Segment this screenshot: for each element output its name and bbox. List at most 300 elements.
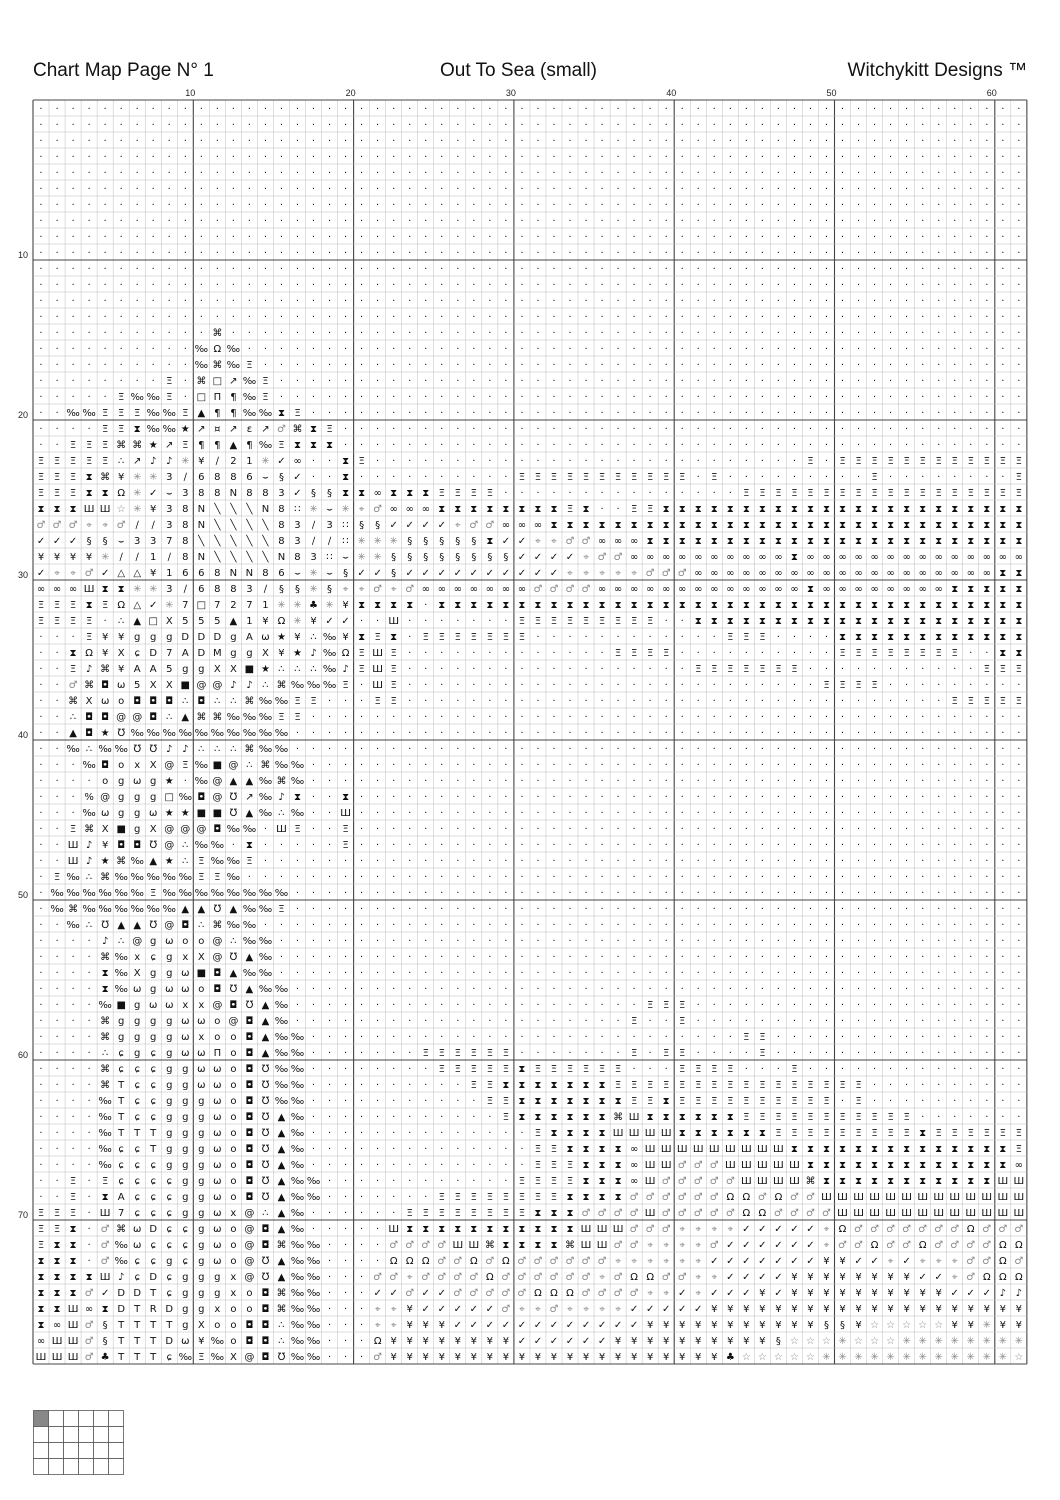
empty-stitch: · <box>953 216 956 227</box>
empty-stitch: · <box>633 712 636 723</box>
empty-stitch: · <box>39 856 42 867</box>
stitch-symbol: ⌣ <box>342 552 349 563</box>
empty-stitch: · <box>552 664 555 675</box>
stitch-symbol: ✓ <box>566 1320 574 1331</box>
empty-stitch: · <box>921 1048 924 1059</box>
empty-stitch: · <box>504 1016 507 1027</box>
empty-stitch: · <box>552 984 555 995</box>
empty-stitch: · <box>344 1064 347 1075</box>
empty-stitch: · <box>665 232 668 243</box>
stitch-symbol: Ш <box>757 1176 768 1187</box>
empty-stitch: · <box>424 776 427 787</box>
stitch-symbol: ◘ <box>245 1064 253 1075</box>
stitch-symbol: ⧗ <box>935 1160 942 1171</box>
empty-stitch: · <box>200 152 203 163</box>
stitch-symbol: ‰ <box>227 856 240 867</box>
stitch-symbol: ɕ <box>167 1208 173 1219</box>
empty-stitch: · <box>793 392 796 403</box>
empty-stitch: · <box>488 808 491 819</box>
empty-stitch: · <box>424 872 427 883</box>
empty-stitch: · <box>1017 376 1020 387</box>
empty-stitch: · <box>1017 440 1020 451</box>
stitch-symbol: D <box>117 1288 125 1299</box>
empty-stitch: · <box>633 264 636 275</box>
stitch-symbol: ‰ <box>291 1128 304 1139</box>
empty-stitch: · <box>825 920 828 931</box>
empty-stitch: · <box>328 280 331 291</box>
stitch-symbol: @ <box>164 760 174 771</box>
stitch-symbol: Ξ <box>631 1096 637 1107</box>
empty-stitch: · <box>1001 328 1004 339</box>
stitch-symbol: ⧗ <box>967 520 974 531</box>
stitch-symbol: ¥ <box>855 1288 861 1299</box>
empty-stitch: · <box>408 264 411 275</box>
stitch-symbol: D <box>149 648 157 659</box>
stitch-symbol: N <box>198 520 205 531</box>
empty-stitch: · <box>408 440 411 451</box>
empty-stitch: · <box>360 792 363 803</box>
empty-stitch: · <box>504 472 507 483</box>
empty-stitch: · <box>857 840 860 851</box>
empty-stitch: · <box>392 1032 395 1043</box>
stitch-symbol: ‰ <box>211 888 224 899</box>
stitch-symbol: ♣ <box>309 600 318 611</box>
empty-stitch: · <box>697 488 700 499</box>
empty-stitch: · <box>248 136 251 147</box>
empty-stitch: · <box>55 808 58 819</box>
empty-stitch: · <box>424 936 427 947</box>
stitch-symbol: ⧗ <box>615 600 622 611</box>
empty-stitch: · <box>71 808 74 819</box>
empty-stitch: · <box>1017 1064 1020 1075</box>
empty-stitch: · <box>617 152 620 163</box>
stitch-symbol: Ξ <box>887 648 893 659</box>
empty-stitch: · <box>280 184 283 195</box>
empty-stitch: · <box>825 152 828 163</box>
empty-stitch: · <box>344 1176 347 1187</box>
empty-stitch: · <box>440 696 443 707</box>
empty-stitch: · <box>488 856 491 867</box>
empty-stitch: · <box>745 344 748 355</box>
empty-stitch: · <box>440 776 443 787</box>
empty-stitch: · <box>232 840 235 851</box>
empty-stitch: · <box>312 936 315 947</box>
empty-stitch: · <box>841 184 844 195</box>
stitch-symbol: Ξ <box>278 904 284 915</box>
stitch-symbol: ▲ <box>262 1032 270 1043</box>
stitch-symbol: ♂ <box>662 1176 671 1187</box>
empty-stitch: · <box>55 376 58 387</box>
empty-stitch: · <box>905 808 908 819</box>
empty-stitch: · <box>360 1272 363 1283</box>
empty-stitch: · <box>472 1016 475 1027</box>
stitch-symbol: ‰ <box>275 984 288 995</box>
stitch-symbol: ⧗ <box>534 504 541 515</box>
empty-stitch: · <box>841 776 844 787</box>
stitch-symbol: § <box>87 536 92 547</box>
empty-stitch: · <box>39 1160 42 1171</box>
empty-stitch: · <box>905 776 908 787</box>
empty-stitch: · <box>376 776 379 787</box>
empty-stitch: · <box>55 632 58 643</box>
empty-stitch: · <box>39 840 42 851</box>
stitch-symbol: Ξ <box>839 1080 845 1091</box>
empty-stitch: · <box>376 216 379 227</box>
empty-stitch: · <box>312 1064 315 1075</box>
stitch-symbol: ♂ <box>982 1240 991 1251</box>
empty-stitch: · <box>809 888 812 899</box>
empty-stitch: · <box>472 1112 475 1123</box>
stitch-symbol: § <box>407 552 412 563</box>
stitch-symbol: Ξ <box>871 472 877 483</box>
empty-stitch: · <box>584 808 587 819</box>
stitch-symbol: ¥ <box>887 1288 893 1299</box>
empty-stitch: · <box>39 104 42 115</box>
stitch-symbol: ⧗ <box>871 1160 878 1171</box>
stitch-symbol: ⧗ <box>486 536 493 547</box>
empty-stitch: · <box>809 424 812 435</box>
empty-stitch: · <box>905 472 908 483</box>
stitch-symbol: o <box>230 1080 236 1091</box>
stitch-symbol: ¥ <box>871 1272 877 1283</box>
stitch-symbol: ¥ <box>936 1288 942 1299</box>
stitch-symbol: g <box>230 648 236 659</box>
stitch-symbol: ‰ <box>163 904 176 915</box>
empty-stitch: · <box>376 1048 379 1059</box>
stitch-symbol: % <box>84 792 94 803</box>
empty-stitch: · <box>504 936 507 947</box>
empty-stitch: · <box>312 280 315 291</box>
stitch-symbol: ‰ <box>114 984 127 995</box>
stitch-symbol: ♪ <box>246 680 252 691</box>
stitch-symbol: ‰ <box>179 792 192 803</box>
stitch-symbol: ¥ <box>390 1336 396 1347</box>
stitch-symbol: g <box>166 1064 172 1075</box>
empty-stitch: · <box>88 152 91 163</box>
empty-stitch: · <box>937 680 940 691</box>
stitch-symbol: @ <box>244 1240 254 1251</box>
empty-stitch: · <box>841 1016 844 1027</box>
empty-stitch: · <box>665 104 668 115</box>
empty-stitch: · <box>825 776 828 787</box>
stitch-symbol: ¥ <box>663 1336 669 1347</box>
empty-stitch: · <box>120 120 123 131</box>
empty-stitch: · <box>520 712 523 723</box>
empty-stitch: · <box>969 472 972 483</box>
empty-stitch: · <box>536 232 539 243</box>
stitch-symbol: Ξ <box>182 440 188 451</box>
empty-stitch: · <box>729 952 732 963</box>
empty-stitch: · <box>264 872 267 883</box>
empty-stitch: · <box>729 408 732 419</box>
stitch-symbol: ★ <box>293 648 302 659</box>
empty-stitch: · <box>873 1000 876 1011</box>
empty-stitch: · <box>88 936 91 947</box>
empty-stitch: · <box>88 1128 91 1139</box>
stitch-symbol: ¥ <box>919 1288 925 1299</box>
empty-stitch: · <box>617 792 620 803</box>
empty-stitch: · <box>905 184 908 195</box>
stitch-symbol: ♂ <box>517 1256 526 1267</box>
stitch-symbol: ♂ <box>437 1256 446 1267</box>
empty-stitch: · <box>280 952 283 963</box>
stitch-symbol: Ξ <box>855 1080 861 1091</box>
empty-stitch: · <box>328 856 331 867</box>
stitch-symbol: ¥ <box>936 1304 942 1315</box>
stitch-symbol: ⧗ <box>550 1208 557 1219</box>
stitch-symbol: ♂ <box>646 568 655 579</box>
empty-stitch: · <box>777 184 780 195</box>
empty-stitch: · <box>729 104 732 115</box>
empty-stitch: · <box>472 120 475 131</box>
stitch-symbol: ⧗ <box>791 1144 798 1155</box>
stitch-symbol: Ш <box>613 1128 624 1139</box>
stitch-symbol: Ω <box>983 1272 991 1283</box>
stitch-symbol: ‰ <box>130 888 143 899</box>
empty-stitch: · <box>937 104 940 115</box>
empty-stitch: · <box>456 280 459 291</box>
empty-stitch: · <box>376 280 379 291</box>
stitch-symbol: ∞ <box>37 1336 45 1347</box>
empty-stitch: · <box>152 264 155 275</box>
stitch-symbol: Ω <box>214 344 222 355</box>
empty-stitch: · <box>777 856 780 867</box>
empty-stitch: · <box>520 168 523 179</box>
empty-stitch: · <box>633 1064 636 1075</box>
stitch-symbol: ♂ <box>389 1272 398 1283</box>
empty-stitch: · <box>440 904 443 915</box>
empty-stitch: · <box>600 856 603 867</box>
empty-stitch: · <box>649 968 652 979</box>
empty-stitch: · <box>809 680 812 691</box>
empty-stitch: · <box>504 744 507 755</box>
stitch-symbol: Ξ <box>823 1128 829 1139</box>
stitch-symbol: ✳ <box>389 536 397 547</box>
stitch-symbol: ⧗ <box>518 1080 525 1091</box>
empty-stitch: · <box>472 472 475 483</box>
empty-stitch: · <box>424 440 427 451</box>
empty-stitch: · <box>568 120 571 131</box>
empty-stitch: · <box>617 344 620 355</box>
empty-stitch: · <box>344 904 347 915</box>
empty-stitch: · <box>296 264 299 275</box>
stitch-symbol: Ω <box>390 1256 398 1267</box>
empty-stitch: · <box>713 632 716 643</box>
empty-stitch: · <box>71 760 74 771</box>
empty-stitch: · <box>633 440 636 451</box>
stitch-symbol: ⌘ <box>100 1080 110 1091</box>
empty-stitch: · <box>681 824 684 835</box>
empty-stitch: · <box>793 824 796 835</box>
stitch-symbol: A <box>150 664 157 675</box>
stitch-symbol: ⧗ <box>310 424 317 435</box>
empty-stitch: · <box>777 232 780 243</box>
empty-stitch: · <box>424 296 427 307</box>
empty-stitch: · <box>889 1016 892 1027</box>
stitch-symbol: ♂ <box>453 1256 462 1267</box>
empty-stitch: · <box>600 104 603 115</box>
empty-stitch: · <box>55 328 58 339</box>
empty-stitch: · <box>825 216 828 227</box>
stitch-symbol: ⧗ <box>999 536 1006 547</box>
stitch-symbol: Ξ <box>775 1128 781 1139</box>
empty-stitch: · <box>408 792 411 803</box>
column-tick-label: 10 <box>185 88 195 98</box>
stitch-symbol: ∕ <box>168 552 172 563</box>
stitch-symbol: Ξ <box>342 840 348 851</box>
empty-stitch: · <box>312 824 315 835</box>
empty-stitch: · <box>777 376 780 387</box>
empty-stitch: · <box>488 264 491 275</box>
stitch-symbol: Ξ <box>823 488 829 499</box>
empty-stitch: · <box>985 1048 988 1059</box>
empty-stitch: · <box>617 984 620 995</box>
stitch-symbol: Χ <box>86 696 93 707</box>
empty-stitch: · <box>536 280 539 291</box>
empty-stitch: · <box>873 184 876 195</box>
stitch-symbol: ⧗ <box>310 440 317 451</box>
stitch-symbol: ‰ <box>163 408 176 419</box>
empty-stitch: · <box>312 728 315 739</box>
stitch-symbol: ⧗ <box>406 488 413 499</box>
empty-stitch: · <box>617 184 620 195</box>
empty-stitch: · <box>953 744 956 755</box>
empty-stitch: · <box>889 808 892 819</box>
empty-stitch: · <box>921 808 924 819</box>
empty-stitch: · <box>504 1176 507 1187</box>
empty-stitch: · <box>472 408 475 419</box>
empty-stitch: · <box>985 104 988 115</box>
empty-stitch: · <box>761 792 764 803</box>
stitch-symbol: ‰ <box>291 776 304 787</box>
empty-stitch: · <box>344 248 347 259</box>
empty-stitch: · <box>809 984 812 995</box>
stitch-symbol: § <box>439 536 444 547</box>
stitch-symbol: Ξ <box>358 664 364 675</box>
stitch-symbol: Ξ <box>310 696 316 707</box>
empty-stitch: · <box>713 296 716 307</box>
empty-stitch: · <box>969 904 972 915</box>
empty-stitch: · <box>617 200 620 211</box>
stitch-symbol: ✓ <box>983 1288 991 1299</box>
stitch-symbol: Ξ <box>727 632 733 643</box>
empty-stitch: · <box>761 104 764 115</box>
stitch-symbol: ⧗ <box>534 600 541 611</box>
stitch-symbol: ⧗ <box>983 584 990 595</box>
stitch-symbol: ⧗ <box>550 1080 557 1091</box>
stitch-symbol: ♂ <box>437 1240 446 1251</box>
stitch-symbol: Ω <box>999 1272 1007 1283</box>
empty-stitch: · <box>1017 808 1020 819</box>
empty-stitch: · <box>392 776 395 787</box>
stitch-symbol: ¥ <box>984 1304 990 1315</box>
empty-stitch: · <box>633 184 636 195</box>
stitch-symbol: ¥ <box>198 1336 204 1347</box>
empty-stitch: · <box>617 936 620 947</box>
empty-stitch: · <box>440 248 443 259</box>
stitch-symbol: 7 <box>246 600 252 611</box>
empty-stitch: · <box>969 1048 972 1059</box>
stitch-symbol: ‰ <box>259 984 272 995</box>
stitch-symbol: Χ <box>230 664 237 675</box>
stitch-symbol: ⧗ <box>422 1224 429 1235</box>
empty-stitch: · <box>921 200 924 211</box>
stitch-symbol: ‰ <box>227 728 240 739</box>
empty-stitch: · <box>504 408 507 419</box>
stitch-symbol: Ξ <box>984 456 990 467</box>
stitch-symbol: ★ <box>181 808 190 819</box>
empty-stitch: · <box>713 104 716 115</box>
stitch-symbol: ⧗ <box>550 1112 557 1123</box>
empty-stitch: · <box>873 776 876 787</box>
empty-stitch: · <box>681 632 684 643</box>
stitch-symbol: Ξ <box>679 1000 685 1011</box>
stitch-symbol: ⧗ <box>919 1144 926 1155</box>
stitch-symbol: g <box>182 1160 188 1171</box>
empty-stitch: · <box>184 296 187 307</box>
empty-stitch: · <box>344 696 347 707</box>
stitch-symbol: ♂ <box>582 1208 591 1219</box>
empty-stitch: · <box>841 664 844 675</box>
empty-stitch: · <box>793 296 796 307</box>
stitch-symbol: ω <box>101 696 109 707</box>
stitch-symbol: ¥ <box>711 1320 717 1331</box>
empty-stitch: · <box>857 360 860 371</box>
empty-stitch: · <box>761 168 764 179</box>
stitch-symbol: Ξ <box>70 456 76 467</box>
empty-stitch: · <box>985 1080 988 1091</box>
stitch-symbol: ‰ <box>259 728 272 739</box>
empty-stitch: · <box>809 824 812 835</box>
stitch-symbol: ¥ <box>615 1336 621 1347</box>
empty-stitch: · <box>761 344 764 355</box>
empty-stitch: · <box>600 984 603 995</box>
stitch-symbol: Ξ <box>743 488 749 499</box>
empty-stitch: · <box>39 1192 42 1203</box>
stitch-symbol: 3 <box>166 584 172 595</box>
stitch-symbol: ∴ <box>102 1048 108 1059</box>
stitch-symbol: o <box>230 1336 236 1347</box>
empty-stitch: · <box>312 888 315 899</box>
empty-stitch: · <box>777 776 780 787</box>
stitch-symbol: ∴ <box>86 744 92 755</box>
empty-stitch: · <box>55 216 58 227</box>
stitch-symbol: Ξ <box>102 600 108 611</box>
empty-stitch: · <box>376 968 379 979</box>
stitch-symbol: 7 <box>214 600 220 611</box>
empty-stitch: · <box>472 184 475 195</box>
empty-stitch: · <box>793 472 796 483</box>
empty-stitch: · <box>552 200 555 211</box>
stitch-symbol: ▲ <box>197 408 205 419</box>
empty-stitch: · <box>552 872 555 883</box>
stitch-symbol: Ξ <box>278 440 284 451</box>
empty-stitch: · <box>504 760 507 771</box>
empty-stitch: · <box>456 296 459 307</box>
stitch-symbol: ✓ <box>534 1320 542 1331</box>
empty-stitch: · <box>328 136 331 147</box>
stitch-symbol: ɕ <box>118 1160 124 1171</box>
empty-stitch: · <box>761 968 764 979</box>
empty-stitch: · <box>552 680 555 691</box>
stitch-symbol: Ш <box>693 1144 704 1155</box>
empty-stitch: · <box>729 456 732 467</box>
empty-stitch: · <box>857 744 860 755</box>
stitch-symbol: Ξ <box>54 1208 60 1219</box>
stitch-symbol: g <box>134 1032 140 1043</box>
stitch-symbol: ◘ <box>245 1048 253 1059</box>
empty-stitch: · <box>168 152 171 163</box>
